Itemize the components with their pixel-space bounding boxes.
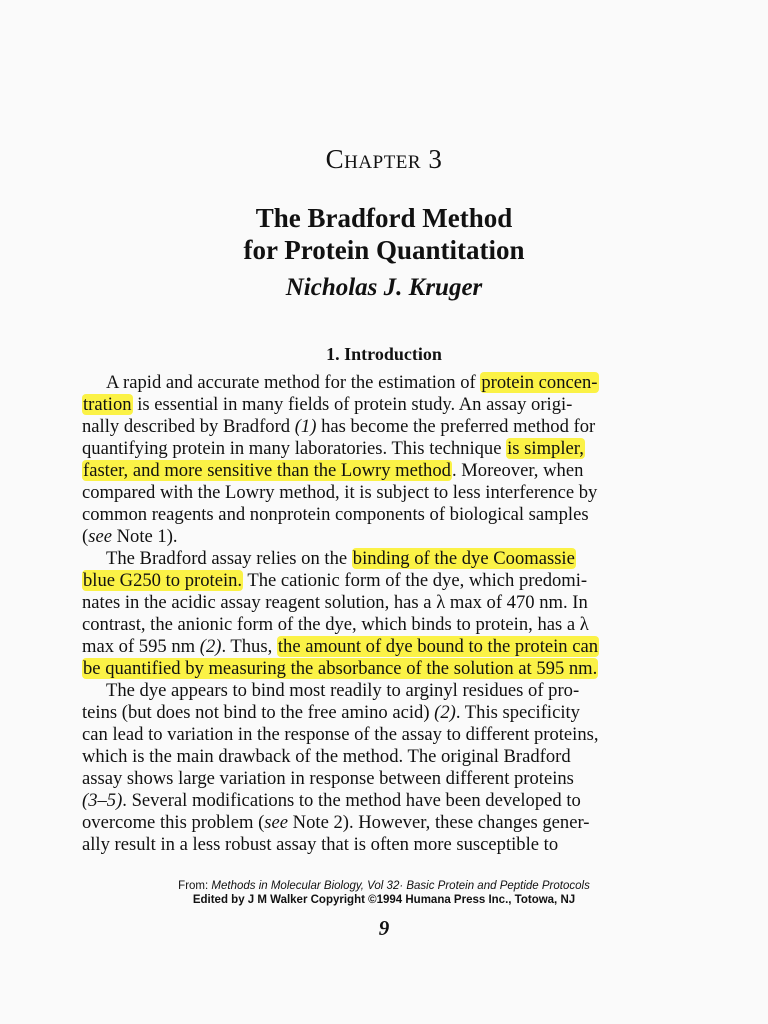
text-run: . Several modifications to the method have been developed to [122, 790, 581, 811]
body-line: ally result in a less robust assay that is often more susceptible to [82, 834, 559, 855]
text-run: . Thus, [221, 636, 277, 657]
text-run: ( [82, 526, 89, 547]
body-line [82, 548, 682, 570]
highlight: binding of the dye Coomassie [352, 548, 575, 569]
chapter-number: 3 [428, 144, 443, 174]
text-run: max of 595 nm [82, 636, 200, 657]
body-line: common reagents and nonprotein components of biological samples [82, 504, 589, 525]
text-run: A rapid and accurate method for the estimation of [106, 372, 481, 393]
body-line [82, 658, 682, 680]
text-run: nally described by Bradford [82, 416, 295, 437]
body-line: assay shows large variation in response between different proteins [82, 768, 574, 789]
body-line: nates in the acidic assay reagent solution, has a λ max of 470 nm. In [82, 592, 588, 613]
body-line [82, 702, 682, 724]
body-line: The dye appears to bind most readily to arginyl residues of pro- [106, 680, 580, 701]
body-line [82, 438, 682, 460]
see-italic: see [88, 526, 112, 547]
author-name: Nicholas J. Kruger [285, 274, 483, 301]
body-line: can lead to variation in the response of the assay to different proteins, [82, 724, 599, 745]
text-run: overcome this problem ( [82, 812, 265, 833]
page-number: 9 [378, 916, 390, 940]
text-run: The Bradford assay relies on the [106, 548, 352, 569]
body-line [82, 790, 682, 812]
title-line-2: for Protein Quantitation [243, 235, 525, 265]
footer-edited: Edited by J M Walker Copyright ©1994 Humana Press Inc., Totowa, NJ [192, 894, 576, 906]
from-label: From: [178, 880, 212, 892]
text-run: Note 1). [111, 526, 178, 547]
highlight: faster, and more sensitive than the Lowry method [83, 460, 451, 481]
body-line: compared with the Lowry method, it is subject to less interference by [82, 482, 598, 503]
text-run: teins (but does not bind to the free amino acid) [82, 702, 435, 723]
chapter-label: Chapter [325, 144, 422, 174]
highlight: blue G250 to protein. [83, 570, 243, 591]
body-line: contrast, the anionic form of the dye, which binds to protein, has a λ [82, 614, 589, 635]
body-line [82, 570, 682, 592]
highlight: the amount of dye bound to the protein can [277, 636, 599, 657]
text-run: . This specificity [455, 702, 580, 723]
text-run: . Moreover, when [451, 460, 584, 481]
text-run: quantifying protein in many laboratories. This technique [82, 438, 507, 459]
section-heading: 1. Introduction [326, 344, 442, 364]
see-italic: see [264, 812, 289, 833]
source-citation: Methods in Molecular Biology, Vol 32· Basic Protein and Peptide Protocols [211, 880, 590, 892]
reference: (2) [199, 636, 222, 657]
text-run: The cationic form of the dye, which predomi- [243, 570, 588, 591]
chapter-title [0, 202, 768, 266]
body-line [82, 526, 682, 548]
reference: (3–5) [82, 790, 123, 811]
highlight: be quantified by measuring the absorbance of the solution at 595 nm. [83, 658, 598, 679]
body-line [82, 812, 682, 834]
chapter-heading [0, 144, 768, 175]
body-line [82, 416, 682, 438]
body-line [82, 636, 682, 658]
text-run: is essential in many fields of protein study. An assay origi- [132, 394, 573, 415]
body-line [82, 394, 682, 416]
text-run: Note 2). However, these changes gener- [288, 812, 590, 833]
reference: (2) [434, 702, 456, 723]
title-line-1: The Bradford Method [255, 203, 513, 233]
footer-source [0, 879, 768, 893]
reference: (1) [294, 416, 317, 437]
body-line [82, 372, 682, 394]
body-line [82, 460, 682, 482]
body-line: which is the main drawback of the method. The original Bradford [82, 746, 571, 767]
text-run: has become the preferred method for [316, 416, 596, 437]
highlight: tration [83, 394, 132, 415]
highlight: protein concen- [481, 372, 598, 393]
highlight: is simpler, [507, 438, 584, 459]
